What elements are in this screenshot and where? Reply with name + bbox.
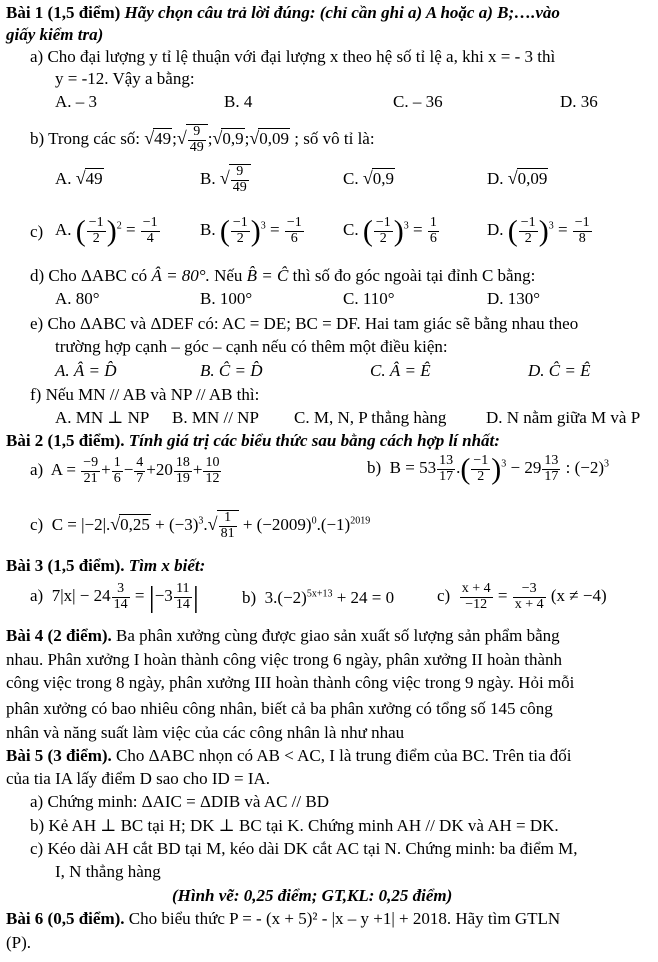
b1-c-option-d: D. ( $\frac{-1}{2}$ )$^3$ = $\frac{-1}{8}$ [487,214,590,248]
b1-e-option-a: A. Â = D̂ [55,361,117,380]
b1-d-angle-bc: B̂ = Ĉ [246,266,289,285]
b2-expression-a: a) A = $\frac{-9}{21}$ + $\frac{1}{6}$ − $\frac{4}{7}$ +20 $\frac{18}{19}$ + $\frac{10}{12}$ [30,455,220,486]
b1-b-question-end: ; số vô tỉ là: [294,129,375,149]
b1-prompt: Hãy chọn câu trả lời đúng: (chỉ cần ghi a) A hoặc a) B;….vào [124,3,560,22]
b2-expression-c: c) $C = |-2|.√0,25 + (-3)^3.√$ $\frac{1}{81}$ + $(-2009)^0.(-1)^{2019}$ [30,510,371,541]
b1-a-question-1: a) Cho đại lượng y tỉ lệ thuận với đại lượng x theo hệ số tỉ lệ a, khi x = - 3 thì [30,47,556,66]
b4-text-1: Ba phân xưởng cùng được giao sản xuất số lượng sản phẩm bằng [116,626,560,645]
b1-b-question [30,124,375,155]
b3-equation-c: c) $\frac{x + 4}{-12}$ = $\frac{-3}{x + 4}$ (x ≠ −4) [437,581,607,612]
b3-heading: Bài 3 (1,5 điểm). [6,556,125,575]
b4-text-2: nhau. Phân xưởng I hoàn thành công việc trong 6 ngày, phân xưởng II hoàn thành [6,650,563,669]
b1-f-option-b: B. MN // NP [172,408,259,427]
b3-equation-b: b) $3.(-2)^{5x+13} + 24 = 0$ [242,588,395,607]
b5-text-1: Cho ΔABC nhọn có AB < AC, I là trung điểm của BC. Trên tia đối [116,746,572,765]
b1-d-option-d: D. 130° [487,289,541,308]
b1-c-option-a: A. ( $\frac{-1}{2}$ )$^2$ = $\frac{-1}{4}$ [55,214,158,248]
b1-heading-line [6,3,560,23]
b1-b-question-label: b) Trong các số: [30,129,141,149]
b1-d-q-part3: thì số đo góc ngoài tại đỉnh C bằng: [292,266,536,285]
b1-c-option-c: C. ( $\frac{-1}{2}$ )$^3$ = $\frac{1}{6}$ [343,214,437,248]
b1-e-option-b: B. Ĉ = D̂ [200,361,263,380]
b1-f-option-a: A. MN ⊥ NP [55,408,150,427]
b1-e-question-1: e) Cho ΔABC và ΔDEF có: AC = DE; BC = DF. Hai tam giác sẽ bằng nhau theo [30,314,579,333]
b1-f-option-c: C. M, N, P thẳng hàng [294,408,447,427]
b6-line-1 [6,909,560,929]
b1-c-label: c) [30,222,44,241]
b4-text-5: nhân và năng suất làm việc của các công nhân là như nhau [6,723,405,742]
b4-text-3: công việc trong 8 ngày, phân xưởng III hoàn thành công việc trong 9 ngày. Hỏi mỗi [6,673,575,692]
b5-part-c-2: I, N thẳng hàng [55,862,161,881]
b2-prompt: Tính giá trị các biểu thức sau bằng cách hợp lí nhất: [128,431,500,450]
b1-f-option-d: D. N nằm giữa M và P [486,408,641,427]
b1-b-option-d: D. √0,09 [487,168,548,188]
b3-heading-line [6,556,205,576]
b1-b-numbers: √49;√ $\frac{9}{49}$ ;√0,9;√0,09 [144,124,290,155]
b2-heading: Bài 2 (1,5 điểm). [6,431,125,450]
b1-a-option-c: C. – 36 [393,92,443,111]
b2-heading-line [6,431,500,451]
b1-a-option-b: B. 4 [224,92,253,111]
b6-heading: Bài 6 (0,5 điểm). [6,909,125,928]
b5-text-2: của tia IA lấy điểm D sao cho ID = IA. [6,769,271,788]
b1-e-option-d: D. Ĉ = Ê [528,361,591,380]
b6-text-1: Cho biểu thức P = - (x + 5)² - |x – y +1| + 2018. Hãy tìm GTLN [128,909,561,928]
b1-a-question-2: y = -12. Vậy a bằng: [55,69,195,88]
b4-line-1 [6,626,560,646]
b1-heading: Bài 1 (1,5 điểm) [6,3,121,22]
b1-a-option-d: D. 36 [560,92,598,111]
b3-prompt: Tìm x biết: [128,556,206,575]
b1-e-question-2: trường hợp cạnh – góc – cạnh nếu có thêm một điều kiện: [55,337,448,356]
b1-d-angle-a: Â = 80°. [151,266,210,285]
b5-note: (Hình vẽ: 0,25 điểm; GT,KL: 0,25 điểm) [172,886,453,905]
b5-part-b: b) Kẻ AH ⊥ BC tại H; DK ⊥ BC tại K. Chứng minh AH // DK và AH = DK. [30,816,559,835]
b1-e-option-c: C. Â = Ê [370,361,431,380]
b3-equation-a: a) 7|x| − 24 $\frac{3}{14}$ = |−3 $\frac{11}{14}$ | [30,580,199,614]
b1-d-option-c: C. 110° [343,289,395,308]
b1-d-q-part1: d) Cho ΔABC có [30,266,148,285]
b1-b-option-b: B. √ $\frac{9}{49}$ [200,164,251,195]
b1-b-option-a: A. √49 [55,168,103,188]
b1-d-q-part2: Nếu [214,266,243,285]
b5-part-c-1: c) Kéo dài AH cắt BD tại M, kéo dài DK cắt AC tại N. Chứng minh: ba điểm M, [30,839,578,858]
b1-d-option-b: B. 100° [200,289,253,308]
b5-heading: Bài 5 (3 điểm). [6,746,112,765]
b1-a-option-a: A. – 3 [55,92,98,111]
b5-line-1 [6,746,571,766]
b1-prompt-2: giấy kiểm tra) [6,25,104,44]
b4-heading: Bài 4 (2 điểm). [6,626,112,645]
b5-part-a: a) Chứng minh: ΔAIC = ΔDIB và AC // BD [30,792,329,811]
b2-expression-b: b) B = 53 $\frac{13}{17}$ .( $\frac{-1}{2}$ )$^3$ − 29 $\frac{13}{17}$ : $(-2)^3$ [367,452,609,486]
b1-b-option-c: C. √0,9 [343,168,394,188]
b1-c-option-b: B. ( $\frac{-1}{2}$ )$^3$ = $\frac{-1}{6}$ [200,214,302,248]
b1-d-option-a: A. 80° [55,289,100,308]
b1-f-question: f) Nếu MN // AB và NP // AB thì: [30,385,260,404]
b6-text-2: (P). [6,933,32,952]
b1-d-question [30,266,535,286]
b4-text-4: phân xưởng có bao nhiêu công nhân, biết cả ba phân xưởng có tổng số 145 công [6,699,553,718]
